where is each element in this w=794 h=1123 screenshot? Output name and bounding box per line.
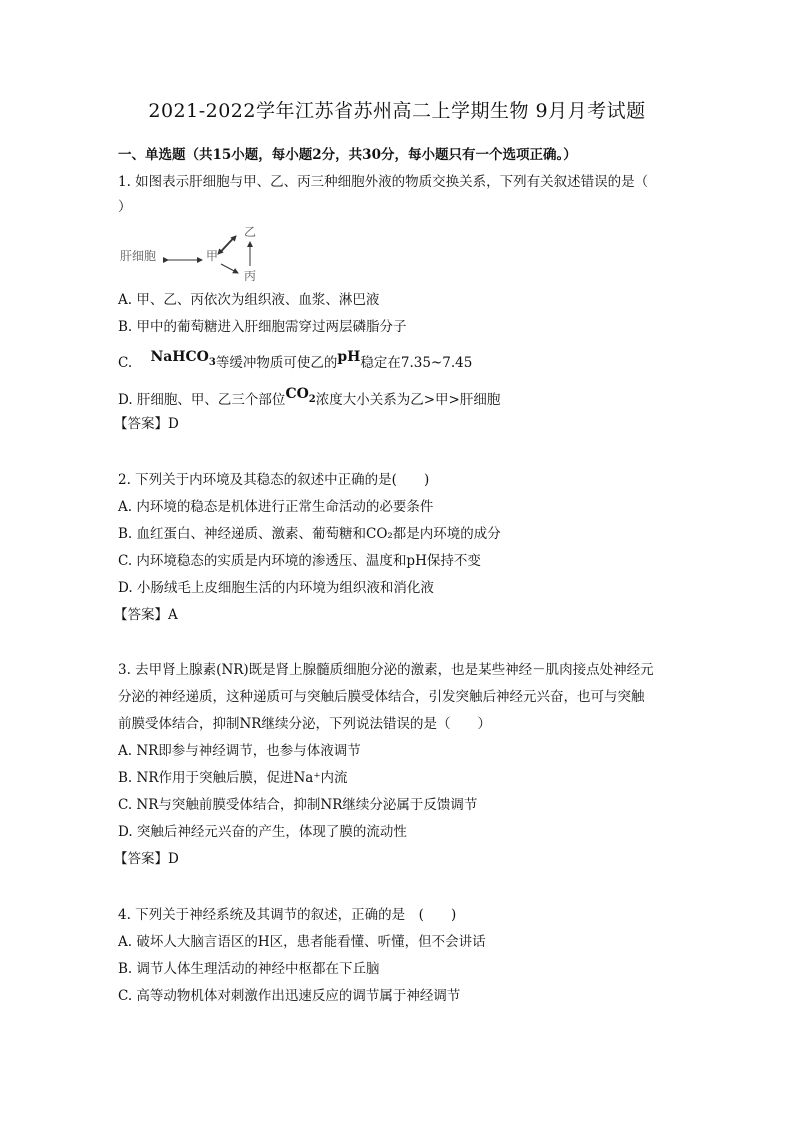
question-4-option-c: C. 高等动物机体对刺激作出迅速反应的调节属于神经调节	[118, 988, 461, 1004]
question-3-option-d: D. 突触后神经元兴奋的产生，体现了膜的流动性	[118, 824, 407, 840]
diagram-arrow-jia-yi	[221, 236, 236, 252]
diagram-label-yi: 乙	[244, 225, 257, 239]
question-4-option-a: A. 破坏人大脑言语区的H区，患者能看懂、听懂，但不会讲话	[118, 934, 486, 950]
diagram-label-bing: 丙	[244, 269, 257, 283]
question-3-stem-line-3: 前膜受体结合，抑制NR继续分泌，下列说法错误的是（ ）	[118, 716, 491, 732]
diagram-label-liver: 肝细胞	[120, 249, 157, 263]
option-d-prefix: D. 肝细胞、甲、乙三个部位	[118, 392, 286, 408]
question-2-option-d: D. 小肠绒毛上皮细胞生活的内环境为组织液和消化液	[118, 580, 434, 596]
question-3-option-a: A. NR即参与神经调节，也参与体液调节	[118, 743, 361, 759]
question-3-answer: 【答案】D	[114, 851, 179, 867]
formula-co2: $CO_2$	[285, 386, 316, 405]
diagram-arrow-yi-jia	[218, 238, 233, 254]
question-1-option-a: A. 甲、乙、丙依次为组织液、血浆、淋巴液	[118, 292, 380, 308]
formula-nahco3: NaHCO$_3$	[150, 349, 216, 368]
question-1-option-b: B. 甲中的葡萄糖进入肝细胞需穿过两层磷脂分子	[118, 319, 407, 335]
question-2-option-b: B. 血红蛋白、神经递质、激素、葡萄糖和CO₂都是内环境的成分	[118, 526, 501, 542]
question-1-stem-line-1: 1. 如图表示肝细胞与甲、乙、丙三种细胞外液的物质交换关系，下列有关叙述错误的是（	[118, 174, 649, 190]
question-2-option-a: A. 内环境的稳态是机体进行正常生命活动的必要条件	[118, 499, 434, 515]
question-4-option-b: B. 调节人体生理活动的神经中枢都在下丘脑	[118, 961, 380, 977]
question-2-stem: 2. 下列关于内环境及其稳态的叙述中正确的是( )	[118, 472, 430, 488]
page-title: 2021-2022学年江苏省苏州高二上学期生物 9月月考试题	[148, 100, 646, 122]
option-c-suffix: 稳定在7.35~7.45	[360, 355, 473, 371]
diagram-label-jia: 甲	[206, 249, 219, 263]
option-c-middle: 等缓冲物质可使乙的	[215, 355, 338, 371]
question-1-stem-line-2: ）	[118, 199, 132, 215]
question-4-stem: 4. 下列关于神经系统及其调节的叙述，正确的是 ( )	[118, 907, 457, 923]
question-2-answer: 【答案】A	[114, 607, 178, 623]
question-1-option-d	[118, 386, 501, 415]
question-1-answer: 【答案】D	[114, 416, 179, 432]
question-3-option-c: C. NR与突触前膜受体结合，抑制NR继续分泌属于反馈调节	[118, 797, 478, 813]
question-1-option-c	[118, 349, 473, 378]
diagram-arrow-jia-bing	[221, 264, 238, 273]
question-3-stem-line-2: 分泌的神经递质，这种递质可与突触后膜受体结合，引发突触后神经元兴奋，也可与突触	[118, 689, 645, 705]
section-heading: 一、单选题（共15小题，每小题2分，共30分，每小题只有一个选项正确。）	[118, 147, 577, 163]
question-3-option-b: B. NR作用于突触后膜，促进Na⁺内流	[118, 770, 348, 786]
option-d-suffix: 浓度大小关系为乙>甲>肝细胞	[315, 392, 501, 408]
question-3-stem-line-1: 3. 去甲肾上腺素(NR)既是肾上腺髓质细胞分泌的激素，也是某些神经－肌肉接点处神经元	[118, 662, 654, 678]
fluid-exchange-diagram	[118, 224, 288, 284]
option-c-prefix: C.	[118, 355, 133, 371]
formula-ph: pH	[337, 349, 361, 365]
question-2-option-c: C. 内环境稳态的实质是内环境的渗透压、温度和pH保持不变	[118, 553, 481, 569]
